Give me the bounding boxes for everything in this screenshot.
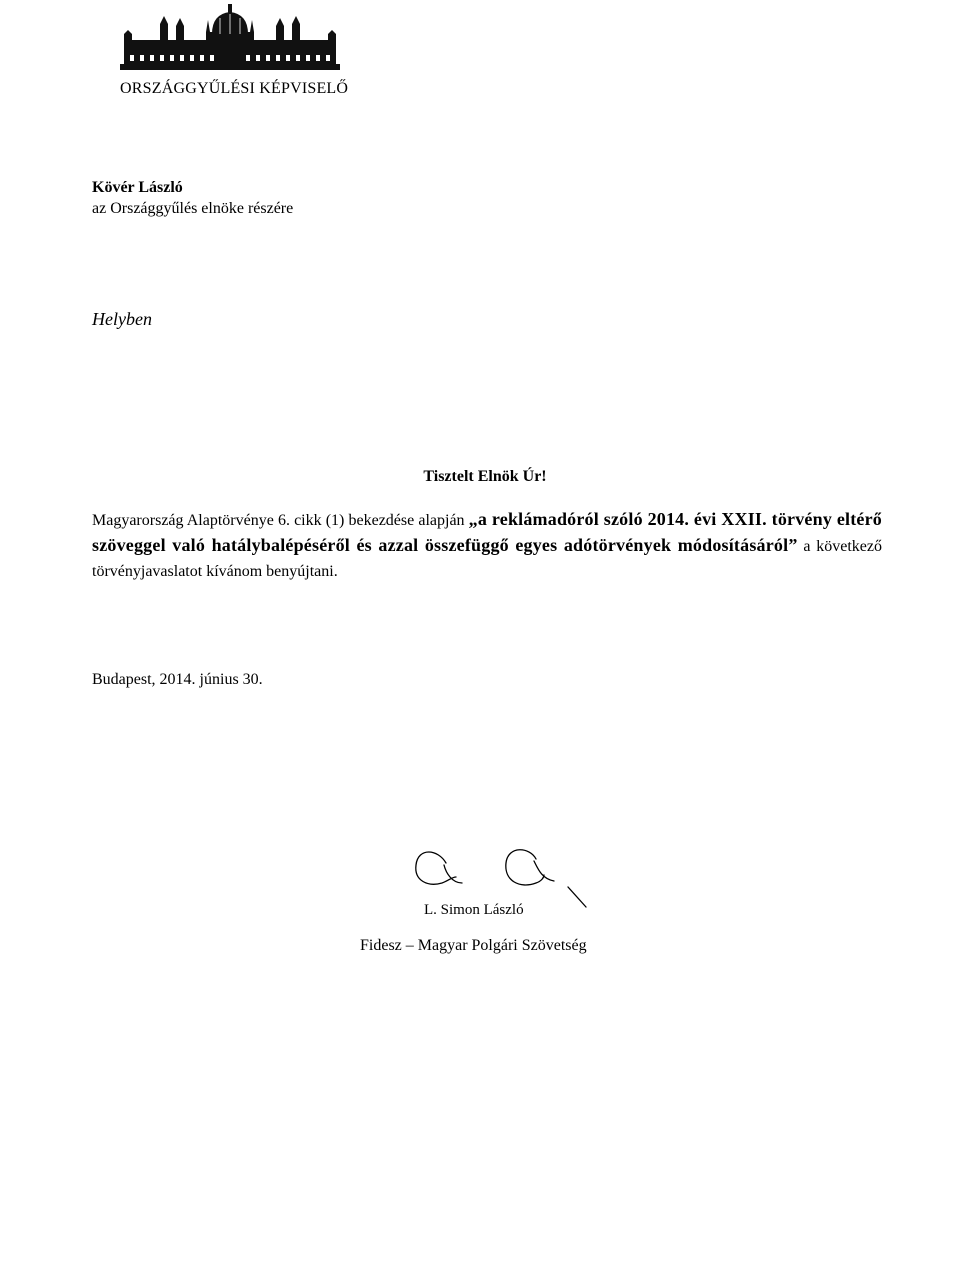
addressee-name: Kövér László: [92, 179, 183, 196]
signer-name: L. Simon László: [424, 902, 524, 918]
bill-title: „a reklámadóról szóló 2014. évi XXII. törvény eltérő szöveggel való hatálybalépéséről és azzal összefüggő egyes adótörvények módosításáról”: [92, 509, 882, 555]
location: Helyben: [92, 309, 152, 329]
addressee-role: az Országgyűlés elnöke részére: [92, 200, 294, 217]
body-paragraph: [92, 507, 882, 584]
salutation: Tisztelt Elnök Úr!: [423, 468, 547, 485]
signer-party: Fidesz – Magyar Polgári Szövetség: [360, 937, 587, 954]
body-intro: Magyarország Alaptörvénye 6. cikk (1) bekezdése alapján: [92, 512, 469, 529]
parliament-building-icon: [120, 4, 340, 78]
date-line: Budapest, 2014. június 30.: [92, 671, 263, 688]
body-closing: a következő törvényjavaslatot kívánom benyújtani.: [92, 538, 882, 580]
issuer-title: ORSZÁGGYŰLÉSI KÉPVISELŐ: [120, 80, 349, 97]
